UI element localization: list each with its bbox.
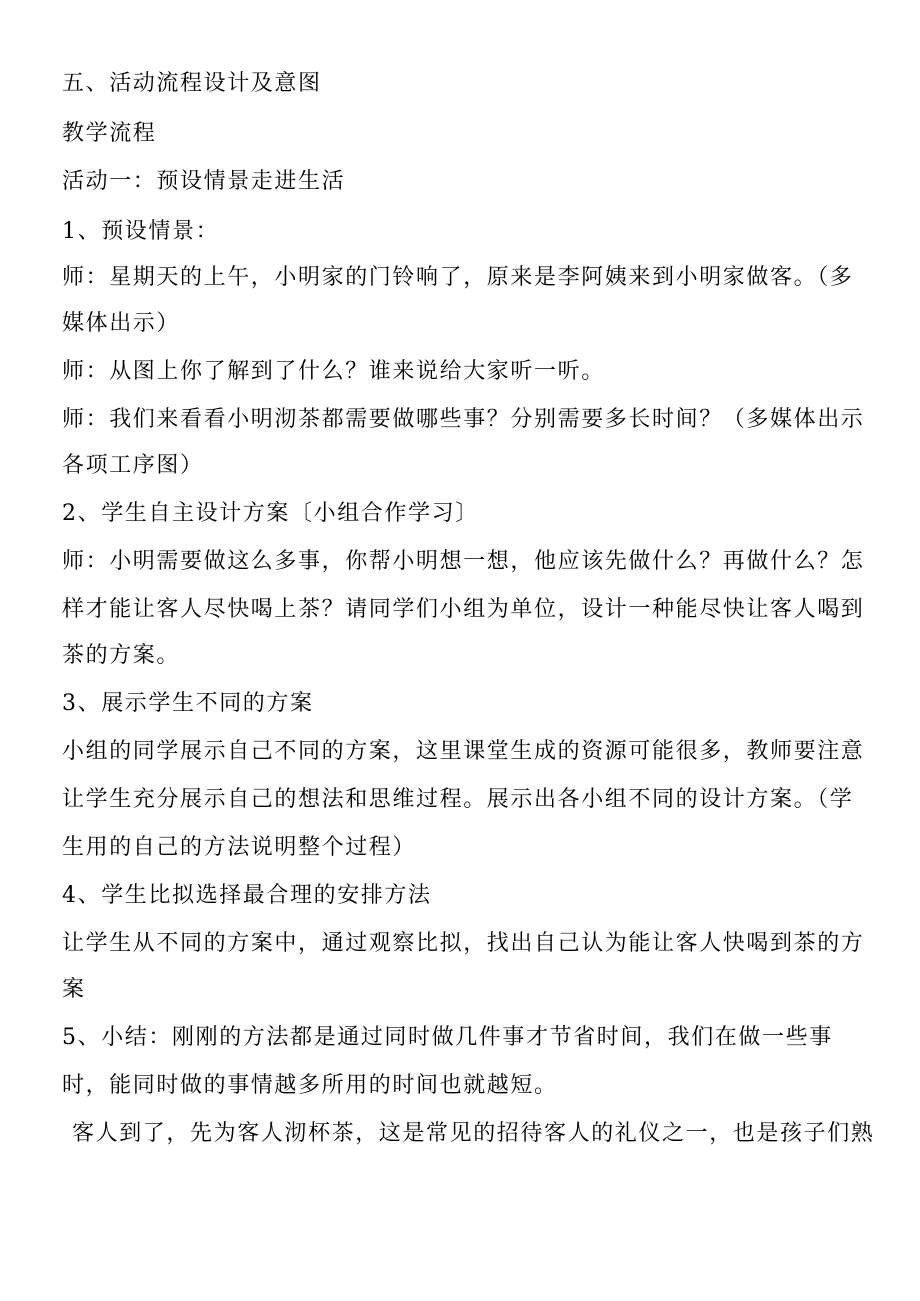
paragraph-line: 案 <box>62 977 86 1002</box>
activity-one-heading: 活动一：预设情景走进生活 <box>62 169 346 194</box>
subheading-teaching-flow: 教学流程 <box>62 121 157 146</box>
section-heading: 五、活动流程设计及意图 <box>62 71 322 96</box>
step-5-summary: 5、小结：刚刚的方法都是通过同时做几件事才节省时间，我们在做一些事 <box>62 1025 833 1050</box>
paragraph-line: 时，能同时做的事情越多所用的时间也就越短。 <box>62 1073 558 1098</box>
paragraph-line: 茶的方案。 <box>62 643 181 668</box>
step-3-heading: 3、展示学生不同的方案 <box>62 691 314 716</box>
paragraph-line: 各项工序图） <box>62 453 204 478</box>
paragraph-line: 师：我们来看看小明沏茶都需要做哪些事？分别需要多长时间？（多媒体出示 <box>62 407 865 432</box>
paragraph-line: 客人到了，先为客人沏杯茶，这是常见的招待客人的礼仪之一，也是孩子们熟 <box>72 1121 875 1146</box>
paragraph-line: 让学生充分展示自己的想法和思维过程。展示出各小组不同的设计方案。（学 <box>62 787 854 812</box>
step-4-heading: 4、学生比拟选择最合理的安排方法 <box>62 883 432 908</box>
paragraph-line: 师：从图上你了解到了什么？谁来说给大家听一听。 <box>62 359 605 384</box>
paragraph-line: 样才能让客人尽快喝上茶？请同学们小组为单位，设计一种能尽快让客人喝到 <box>62 597 865 622</box>
step-1-heading: 1、预设情景： <box>62 219 220 244</box>
step-2-heading: 2、学生自主设计方案〔小组合作学习〕 <box>62 501 479 526</box>
paragraph-line: 师：星期天的上午，小明家的门铃响了，原来是李阿姨来到小明家做客。（多 <box>62 265 854 290</box>
paragraph-line: 生用的自己的方法说明整个过程） <box>62 835 417 860</box>
paragraph-line: 媒体出示） <box>62 311 181 336</box>
paragraph-line: 师：小明需要做这么多事，你帮小明想一想，他应该先做什么？再做什么？怎 <box>62 549 865 574</box>
paragraph-line: 小组的同学展示自己不同的方案，这里课堂生成的资源可能很多，教师要注意 <box>62 739 865 764</box>
paragraph-line: 让学生从不同的方案中，通过观察比拟，找出自己认为能让客人快喝到茶的方 <box>62 931 865 956</box>
